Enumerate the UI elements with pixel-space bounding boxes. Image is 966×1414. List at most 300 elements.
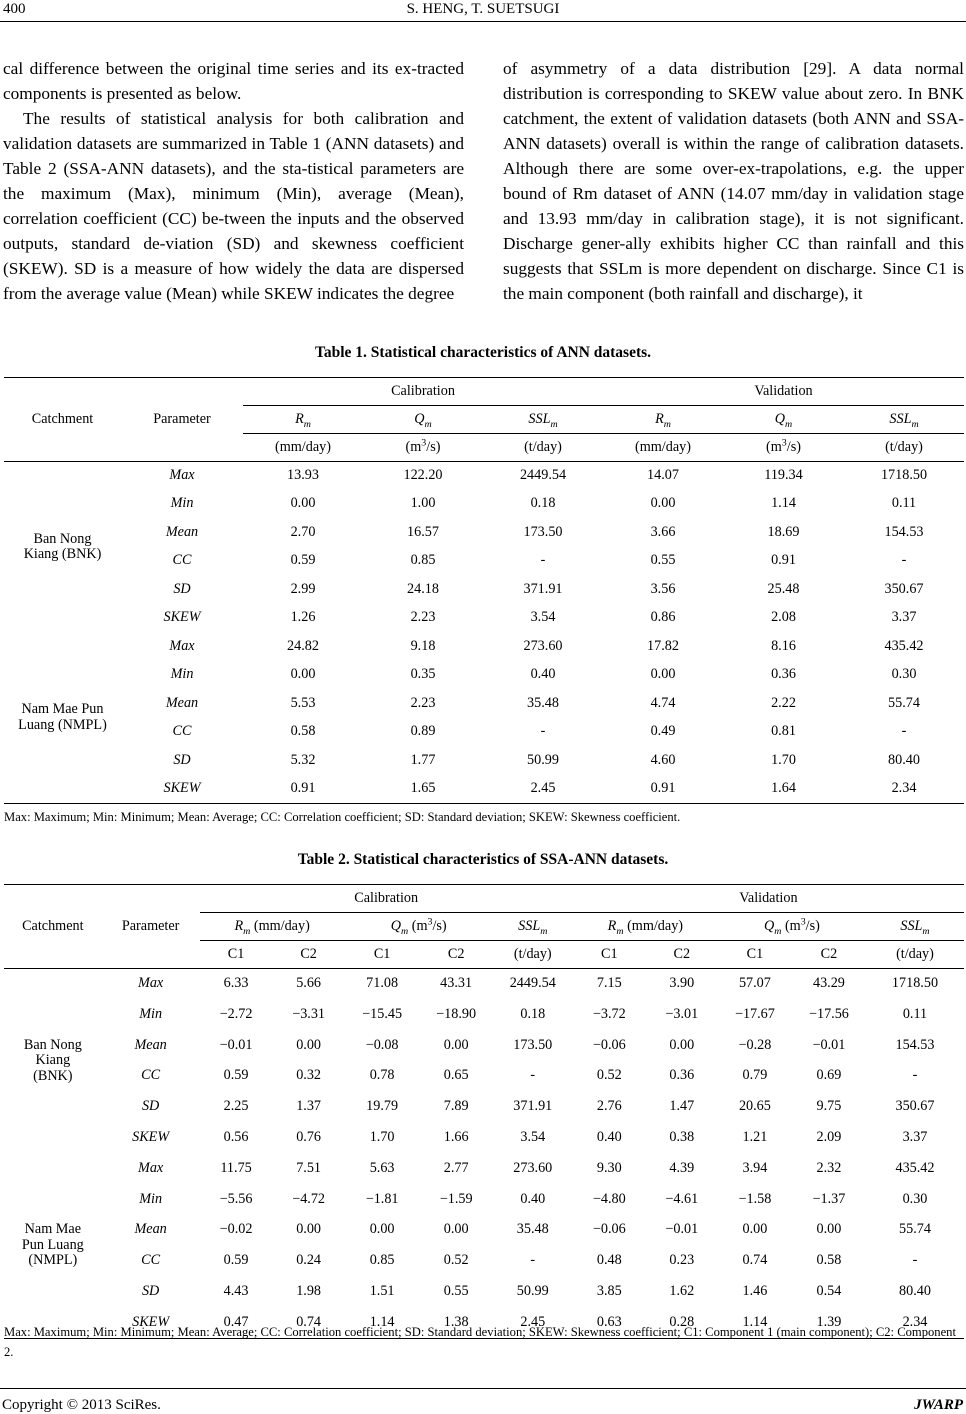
value-cell: 3.37	[902, 1129, 928, 1146]
value-cell: 2.23	[410, 609, 436, 626]
value-cell: 0.00	[816, 1221, 842, 1238]
value-cell: -	[530, 1252, 536, 1269]
table2-parameter-header: Parameter	[102, 885, 200, 969]
parameter-cell: SD	[141, 1283, 160, 1300]
catchment-cell	[4, 462, 121, 633]
var-subscript: m	[243, 925, 251, 937]
value-cell: 14.07	[647, 467, 679, 484]
table-row	[4, 661, 964, 690]
value-cell: 1.26	[290, 609, 316, 626]
table-row	[4, 1184, 964, 1215]
value-cell: 1.14	[771, 495, 796, 512]
value-cell: −0.02	[219, 1221, 253, 1238]
value-cell: 1718.50	[880, 467, 928, 484]
value-cell: 154.53	[895, 1036, 935, 1053]
value-cell: 50.99	[527, 751, 559, 768]
var-symbol: Q	[774, 410, 786, 427]
running-authors: S. HENG, T. SUETSUGI	[406, 1, 560, 17]
value-cell: 0.63	[573, 1307, 646, 1338]
page-number: 400	[3, 1, 26, 17]
parameter-cell: Mean	[165, 694, 199, 711]
parameter-cell: CC	[141, 1252, 161, 1269]
copyright-notice: Copyright © 2013 SciRes.	[2, 1397, 161, 1413]
parameter-cell: Mean	[134, 1036, 167, 1053]
value-cell: 0.00	[443, 1036, 469, 1053]
value-cell: 0.18	[520, 1005, 546, 1022]
value-cell: 4.74	[650, 694, 676, 711]
value-cell: 2.99	[290, 580, 316, 597]
value-cell: 0.65	[443, 1067, 469, 1084]
value-cell: −0.08	[365, 1036, 399, 1053]
value-cell: 0.74	[742, 1252, 768, 1269]
catchment-name-line: Luang (NMPL)	[18, 716, 107, 733]
page-footer	[0, 1388, 966, 1413]
value-cell: 3.90	[669, 975, 695, 992]
value-cell: -	[901, 552, 907, 569]
value-cell: 0.11	[902, 1005, 928, 1022]
catchment-cell	[4, 633, 121, 804]
body-columns	[3, 56, 963, 318]
value-cell: 1.70	[771, 751, 796, 768]
value-cell: 1.51	[369, 1283, 395, 1300]
value-cell: 2.70	[290, 523, 316, 540]
table2-unit-header: (t/day)	[493, 941, 573, 969]
value-cell: 1718.50	[891, 975, 939, 992]
value-cell: 0.48	[596, 1252, 622, 1269]
left-column	[3, 56, 464, 306]
value-cell: 0.47	[200, 1307, 273, 1338]
value-cell: 0.28	[646, 1307, 718, 1338]
table1-caption: Table 1. Statistical characteristics of ANN datasets.	[314, 344, 652, 361]
catchment-name-line: Nam Mae Pun	[21, 701, 104, 718]
var-subscript: m	[911, 418, 919, 430]
table1-var-header	[483, 406, 603, 434]
value-cell: 0.55	[650, 552, 676, 569]
value-cell: 0.30	[902, 1190, 928, 1207]
var-symbol: Q	[390, 917, 401, 934]
value-cell: 0.91	[603, 775, 723, 804]
value-cell: 2449.54	[519, 467, 567, 484]
unit-exponent: 3	[427, 915, 433, 927]
table2	[4, 884, 964, 1339]
parameter-cell: Min	[170, 666, 194, 683]
table-row	[4, 1061, 964, 1092]
value-cell: -	[540, 723, 546, 740]
value-cell: 0.00	[669, 1036, 695, 1053]
value-cell: 7.89	[443, 1098, 469, 1115]
value-cell: 0.00	[296, 1036, 322, 1053]
value-cell: 2.45	[493, 1307, 573, 1338]
value-cell: 1.38	[420, 1307, 493, 1338]
value-cell: 1.77	[410, 751, 436, 768]
parameter-cell: CC	[141, 1067, 161, 1084]
parameter-cell: Max	[138, 1159, 164, 1176]
value-cell: 0.00	[296, 1221, 322, 1238]
unit-part: /s)	[786, 438, 801, 455]
table-row	[4, 462, 964, 491]
value-cell: 1.46	[742, 1283, 768, 1300]
value-cell: -	[901, 723, 907, 740]
value-cell: 0.81	[771, 723, 796, 740]
value-cell: 0.11	[891, 495, 917, 512]
paragraph-2: The results of statistical analysis for both calibration and validation datasets are summarized in Table 1 (ANN datasets) and Table 2 (SSA-ANN datasets), and the sta-tistical parameters are the maximum (Max), minimum (Min), average (Mean), correlation coefficient (CC) be-tween the inputs and the observed outputs, standard de-viation (SD) and skewness coefficient (SKEW). SD is a measure of how widely the data are dispersed from the average value (Mean) while SKEW indicates the degree	[3, 109, 464, 303]
table-row	[4, 604, 964, 633]
var-subscript: m	[922, 925, 930, 937]
value-cell: 7.51	[296, 1159, 322, 1176]
value-cell: 0.55	[443, 1283, 469, 1300]
var-symbol: Q	[763, 917, 775, 934]
value-cell: 273.60	[523, 637, 563, 654]
value-cell: 2.09	[816, 1129, 842, 1146]
value-cell: 80.40	[899, 1283, 931, 1300]
table-row	[4, 969, 964, 1000]
parameter-cell: Mean	[134, 1221, 167, 1238]
value-cell: 2.76	[596, 1098, 622, 1115]
value-cell: 3.94	[742, 1159, 768, 1176]
var-subscript: m	[774, 925, 782, 937]
value-cell: 0.74	[273, 1307, 345, 1338]
value-cell: 0.86	[650, 609, 676, 626]
table2-validation-header: Validation	[573, 885, 964, 913]
value-cell: 2.77	[443, 1159, 469, 1176]
value-cell: 0.85	[410, 552, 436, 569]
value-cell: 2.08	[771, 609, 796, 626]
table1-parameter-header: Parameter	[121, 378, 243, 462]
catchment-name-line: (BNK)	[33, 1067, 73, 1084]
value-cell: 0.18	[530, 495, 556, 512]
value-cell: 1.37	[296, 1098, 322, 1115]
value-cell: −1.37	[812, 1190, 846, 1207]
value-cell: 35.48	[516, 1221, 549, 1238]
table2-unit-header: (t/day)	[866, 941, 964, 969]
unit-part: (mm/day)	[623, 917, 684, 934]
value-cell: 173.50	[513, 1036, 553, 1053]
value-cell: −1.58	[738, 1190, 772, 1207]
value-cell: 4.60	[650, 751, 676, 768]
parameter-cell: Max	[138, 975, 164, 992]
value-cell: 5.53	[290, 694, 316, 711]
table-row	[4, 1215, 964, 1246]
table1-validation-header: Validation	[603, 378, 964, 406]
var-symbol: R	[234, 917, 244, 934]
value-cell: 0.00	[650, 495, 676, 512]
value-cell: 0.89	[410, 723, 436, 740]
unit-part: (m	[405, 438, 422, 455]
value-cell: −1.81	[365, 1190, 399, 1207]
value-cell: 7.15	[596, 975, 622, 992]
parameter-cell: CC	[172, 552, 192, 569]
var-symbol: R	[607, 917, 617, 934]
value-cell: −0.06	[592, 1221, 626, 1238]
value-cell: 1.98	[296, 1283, 322, 1300]
header-rule	[0, 21, 966, 22]
value-cell: 1.14	[718, 1307, 792, 1338]
value-cell: 2.34	[866, 1307, 964, 1338]
value-cell: 0.00	[369, 1221, 395, 1238]
value-cell: −18.90	[436, 1005, 477, 1022]
value-cell: 25.48	[767, 580, 800, 597]
value-cell: 24.82	[287, 637, 319, 654]
table1	[4, 377, 964, 804]
value-cell: 0.30	[891, 666, 917, 683]
value-cell: 50.99	[516, 1283, 549, 1300]
table1-calibration-header: Calibration	[243, 378, 603, 406]
unit-part: (mm/day)	[250, 917, 310, 934]
value-cell: −0.01	[812, 1036, 846, 1053]
component-header: C1	[718, 941, 792, 969]
value-cell: 3.37	[891, 609, 917, 626]
component-header: C1	[200, 941, 273, 969]
value-cell: 3.54	[530, 609, 556, 626]
var-subscript: m	[616, 925, 624, 937]
parameter-cell: SKEW	[163, 609, 201, 626]
right-column	[503, 56, 964, 306]
value-cell: 0.40	[520, 1190, 546, 1207]
value-cell: 0.35	[410, 666, 436, 683]
value-cell: 435.42	[884, 637, 924, 654]
table-row	[4, 775, 964, 804]
value-cell: -	[912, 1067, 918, 1084]
value-cell: 0.24	[296, 1252, 322, 1269]
value-cell: −17.56	[808, 1005, 849, 1022]
catchment-name-line: Ban Nong	[33, 530, 92, 547]
unit-exponent: 3	[800, 915, 806, 927]
parameter-cell: SD	[141, 1098, 160, 1115]
value-cell: 0.58	[816, 1252, 842, 1269]
value-cell: 350.67	[884, 580, 924, 597]
value-cell: 9.30	[596, 1159, 622, 1176]
table-row	[4, 999, 964, 1030]
value-cell: 8.16	[771, 637, 796, 654]
value-cell: 0.54	[816, 1283, 842, 1300]
table2-qm-header	[718, 913, 866, 941]
table2-calibration-header: Calibration	[200, 885, 573, 913]
value-cell: 0.00	[443, 1221, 469, 1238]
value-cell: 5.32	[290, 751, 316, 768]
catchment-name-line: Kiang (BNK)	[23, 546, 102, 563]
var-symbol: SSL	[900, 917, 923, 934]
table-row	[4, 690, 964, 719]
value-cell: −3.72	[592, 1005, 626, 1022]
value-cell: 1.65	[363, 775, 483, 804]
unit-part: /s)	[805, 917, 820, 934]
value-cell: 0.91	[243, 775, 363, 804]
value-cell: 154.53	[884, 523, 924, 540]
unit-part: (m	[408, 917, 428, 934]
value-cell: 5.66	[296, 975, 322, 992]
unit-exponent: 3	[781, 436, 787, 448]
catchment-name-line: Ban Nong	[23, 1036, 82, 1053]
component-header: C2	[420, 941, 493, 969]
value-cell: 0.00	[650, 666, 676, 683]
catchment-name-line: Kiang	[35, 1052, 71, 1069]
value-cell: −5.56	[219, 1190, 253, 1207]
value-cell: 0.52	[443, 1252, 469, 1269]
table-row	[4, 1246, 964, 1277]
value-cell: 2.23	[410, 694, 436, 711]
parameter-cell: SD	[173, 751, 191, 768]
var-subscript: m	[785, 418, 793, 430]
var-symbol: SSL	[518, 917, 541, 934]
table-row	[4, 1030, 964, 1061]
table-row	[4, 490, 964, 519]
table-row	[4, 747, 964, 776]
value-cell: −1.59	[439, 1190, 473, 1207]
var-symbol: Q	[414, 410, 425, 427]
var-symbol: R	[655, 410, 664, 427]
value-cell: 43.29	[812, 975, 845, 992]
footer-rule	[0, 1388, 966, 1389]
value-cell: 1.47	[669, 1098, 695, 1115]
value-cell: 0.59	[223, 1252, 249, 1269]
catchment-cell	[4, 969, 102, 1154]
value-cell: 20.65	[738, 1098, 771, 1115]
value-cell: 80.40	[888, 751, 920, 768]
var-subscript: m	[663, 418, 671, 430]
unit-exponent: 3	[421, 436, 427, 448]
value-cell: 0.00	[290, 495, 316, 512]
var-subscript: m	[303, 418, 311, 430]
value-cell: 2449.54	[509, 975, 556, 992]
value-cell: 371.91	[513, 1098, 553, 1115]
value-cell: 55.74	[899, 1221, 931, 1238]
var-symbol: R	[295, 410, 304, 427]
value-cell: 119.34	[764, 467, 803, 484]
table1-unit-header	[723, 434, 844, 462]
table1-catchment-header: Catchment	[4, 378, 121, 462]
value-cell: 0.00	[742, 1221, 768, 1238]
component-header: C2	[273, 941, 345, 969]
table-row	[4, 633, 964, 662]
value-cell: -	[540, 552, 546, 569]
value-cell: 1.14	[345, 1307, 420, 1338]
value-cell: 435.42	[895, 1159, 935, 1176]
table2-rm-header	[200, 913, 345, 941]
value-cell: 0.00	[290, 666, 316, 683]
value-cell: −15.45	[362, 1005, 403, 1022]
value-cell: 0.78	[369, 1067, 395, 1084]
value-cell: 0.79	[742, 1067, 768, 1084]
table1-note: Max: Maximum; Min: Minimum; Mean: Average; CC: Correlation coefficient; SD: Standard deviation; SKEW: Skewness coefficient.	[4, 810, 681, 824]
table1-var-header	[363, 406, 483, 434]
value-cell: 0.59	[290, 552, 316, 569]
value-cell: 19.79	[366, 1098, 399, 1115]
value-cell: 24.18	[407, 580, 439, 597]
value-cell: 173.50	[523, 523, 563, 540]
value-cell: 0.36	[771, 666, 796, 683]
unit-part: /s)	[426, 438, 441, 455]
value-cell: 6.33	[223, 975, 249, 992]
var-subscript: m	[424, 418, 432, 430]
value-cell: 0.56	[223, 1129, 249, 1146]
parameter-cell: Max	[169, 467, 195, 484]
table-row	[4, 519, 964, 548]
table1-var-header	[243, 406, 363, 434]
page-header	[0, 0, 966, 22]
paragraph-3: of asymmetry of a data distribution [29]. A data normal distribution is corresponding to SKEW value about zero. In BNK catchment, the extent of validation datasets (both ANN and SSA-ANN datasets) overall is within the range of calibration datasets. Although there are some over-ex-trapolations, e.g. the upper bound of Rm dataset of ANN (14.07 mm/day in validation stage and 13.93 mm/day in calibration stage), it is not significant. Discharge gener-ally exhibits higher CC than rainfall and this suggests that SSLm is more dependent on discharge. Since C1 is the main component (both rainfall and discharge), it	[503, 59, 964, 303]
value-cell: 0.32	[296, 1067, 322, 1084]
value-cell: 1.00	[410, 495, 436, 512]
value-cell: 43.31	[440, 975, 473, 992]
value-cell: 18.69	[767, 523, 800, 540]
value-cell: 3.85	[596, 1283, 622, 1300]
parameter-cell: SKEW	[132, 1129, 170, 1146]
value-cell: 0.69	[816, 1067, 842, 1084]
table1-unit-header: (t/day)	[483, 434, 603, 462]
table2-caption: Table 2. Statistical characteristics of SSA-ANN datasets.	[297, 851, 669, 868]
value-cell: 2.34	[844, 775, 964, 804]
table1-var-header	[844, 406, 964, 434]
table1-unit-header: (t/day)	[844, 434, 964, 462]
value-cell: 1.39	[792, 1307, 866, 1338]
value-cell: −4.61	[665, 1190, 699, 1207]
unit-part: /s)	[432, 917, 447, 934]
catchment-name-line: (NMPL)	[28, 1252, 78, 1269]
value-cell: 5.63	[369, 1159, 395, 1176]
value-cell: 4.39	[669, 1159, 695, 1176]
value-cell: 11.75	[220, 1159, 252, 1176]
value-cell: 3.54	[520, 1129, 546, 1146]
value-cell: 35.48	[527, 694, 559, 711]
value-cell: 0.52	[596, 1067, 622, 1084]
value-cell: 0.76	[296, 1129, 322, 1146]
value-cell: 71.08	[366, 975, 399, 992]
value-cell: −0.28	[738, 1036, 772, 1053]
catchment-name-line: Pun Luang	[21, 1236, 84, 1253]
value-cell: 0.36	[669, 1067, 695, 1084]
value-cell: 9.75	[816, 1098, 842, 1115]
var-symbol: SSL	[889, 410, 912, 427]
parameter-cell: Max	[169, 637, 195, 654]
table1-var-header	[603, 406, 723, 434]
value-cell: 1.62	[669, 1283, 695, 1300]
table-row	[4, 1122, 964, 1153]
value-cell: 0.40	[596, 1129, 622, 1146]
table-row	[4, 1153, 964, 1184]
table2-catchment-header: Catchment	[4, 885, 102, 969]
table2-rm-header	[573, 913, 718, 941]
value-cell: 0.85	[369, 1252, 395, 1269]
journal-name: JWARP	[914, 1397, 963, 1413]
value-cell: −0.01	[665, 1221, 699, 1238]
value-cell: 122.20	[403, 467, 443, 484]
value-cell: 2.32	[816, 1159, 842, 1176]
parameter-cell: CC	[172, 723, 192, 740]
value-cell: 3.66	[650, 523, 676, 540]
value-cell: −3.01	[665, 1005, 699, 1022]
value-cell: −3.31	[292, 1005, 326, 1022]
table-row	[4, 1276, 964, 1307]
value-cell: 13.93	[287, 467, 319, 484]
var-subscript: m	[401, 925, 409, 937]
table2-note: Max: Maximum; Min: Minimum; Mean: Average; CC: Correlation coefficient; SD: Standard deviation; SKEW: Skewness coefficient; C1: Component 1 (main component); C2: Component 2.	[4, 1325, 956, 1359]
component-header: C2	[792, 941, 866, 969]
value-cell: 0.23	[669, 1252, 695, 1269]
table1-unit-header: (mm/day)	[243, 434, 363, 462]
table1-unit-header: (mm/day)	[603, 434, 723, 462]
value-cell: −2.72	[219, 1005, 253, 1022]
component-header: C1	[573, 941, 646, 969]
value-cell: 371.91	[523, 580, 563, 597]
value-cell: -	[530, 1067, 536, 1084]
value-cell: 9.18	[410, 637, 436, 654]
value-cell: −4.80	[592, 1190, 626, 1207]
value-cell: -	[912, 1252, 918, 1269]
table-row	[4, 576, 964, 605]
unit-part: (m	[781, 917, 801, 934]
value-cell: 2.22	[771, 694, 796, 711]
value-cell: 0.40	[530, 666, 556, 683]
